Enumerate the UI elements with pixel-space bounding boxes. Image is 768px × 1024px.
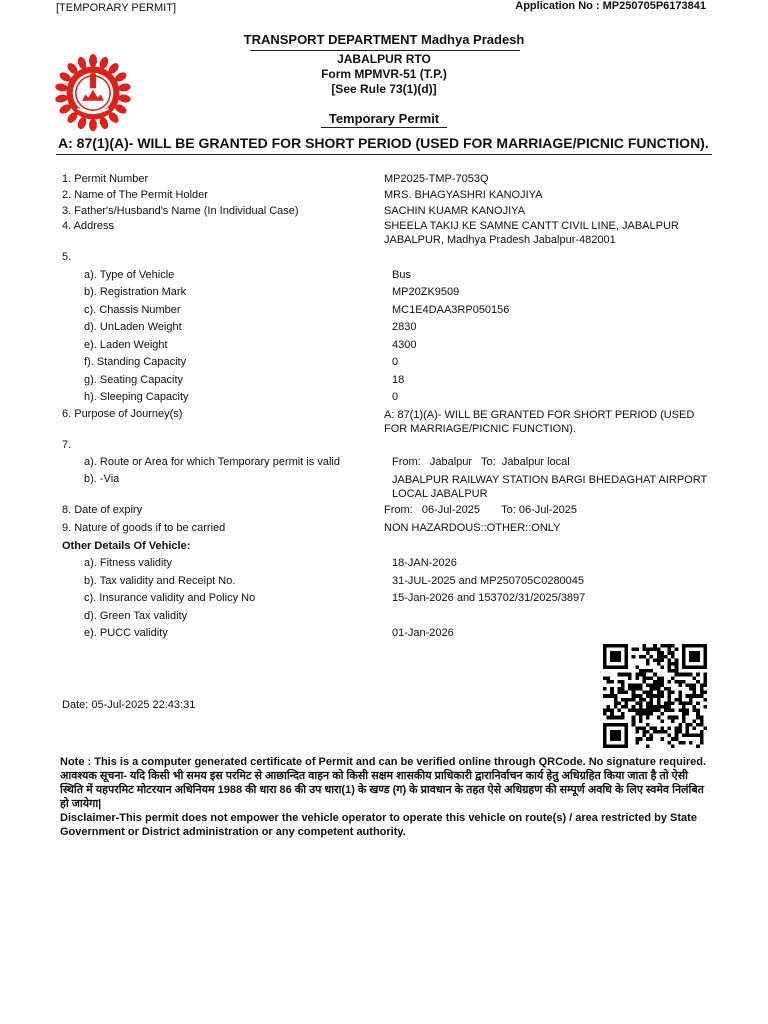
section-7-label: 7. [62,439,72,451]
notes-block [60,755,712,839]
form-number: Form MPMVR-51 (T.P.) [321,67,447,81]
standing-capacity-value: 0 [392,356,399,368]
registration-label: b). Registration Mark [84,286,187,298]
unladen-weight-label: d). UnLaden Weight [84,321,182,333]
address-label: 4. Address [62,220,114,232]
purpose-label: 6. Purpose of Journey(s) [62,408,183,420]
heading-underline [250,50,520,51]
rto-name: JABALPUR RTO [337,52,431,66]
permit-type-tag: [TEMPORARY PERMIT] [56,2,177,14]
note-hindi: आवश्यक सूचना- यदि किसी भी समय इस परमिट से आछान्दित वाहन को किसी सक्षम शासकीय प्राधिकारी द्वारानिर्वाचन कार्य हेतु अधिग्रहित किया जाता है तो ऐसी स्थिति में यहपरमिट मोटरयान अधिनियम 1988 की धारा 86 की उप धारा(1) के खण्ड (ग) के प्रावधान के तहत ऐसे अधिग्रहण की सम्पूर्ण अवधि के लिए स्वमेव निलंबित हो जायेगा| [60,770,704,810]
pucc-value: 01-Jan-2026 [392,627,454,639]
laden-weight-value: 4300 [392,339,417,351]
via-label: b). -Via [84,473,120,485]
tax-label: b). Tax validity and Receipt No. [84,575,236,587]
vehicle-type-label: a). Type of Vehicle [84,269,175,281]
sleeping-capacity-label: h). Sleeping Capacity [84,391,189,403]
laden-weight-label: e). Laden Weight [84,339,168,351]
tax-value: 31-JUL-2025 and MP250705C0280045 [392,575,585,587]
goods-value: NON HAZARDOUS::OTHER::ONLY [384,522,561,534]
vehicle-type-value: Bus [392,269,411,281]
holder-value: MRS. BHAGYASHRI KANOJIYA [384,189,543,201]
fitness-label: a). Fitness validity [84,557,173,569]
pucc-label: e). PUCC validity [84,627,168,639]
rule-reference: [See Rule 73(1)(d)] [331,82,437,96]
father-value: SACHIN KUAMR KANOJIYA [384,205,525,217]
title-underline [321,127,447,128]
goods-label: 9. Nature of goods if to be carried [62,522,226,534]
expiry-label: 8. Date of expiry [62,504,143,516]
disclaimer: Disclaimer-This permit does not empower the vehicle operator to operate this vehicle on route(s) / area restricted by State Government or District administration or any competent authority. [60,812,697,838]
registration-value: MP20ZK9509 [392,286,460,298]
address-line1: SHEELA TAKIJ KE SAMNE CANTT CIVIL LINE, JABALPUR [384,220,679,232]
via-value: JABALPUR RAILWAY STATION BARGI BHEDAGHAT AIRPORT LOCAL JABALPUR [392,474,707,500]
permit-number-label: 1. Permit Number [62,173,149,185]
permit-category-headline: A: 87(1)(A)- WILL BE GRANTED FOR SHORT PERIOD (USED FOR MARRIAGE/PICNIC FUNCTION). [58,135,709,151]
issue-date: Date: 05-Jul-2025 22:43:31 [62,699,196,711]
unladen-weight-value: 2830 [392,321,417,333]
standing-capacity-label: f). Standing Capacity [84,356,187,368]
father-label: 3. Father's/Husband's Name (In Individual Case) [62,205,299,217]
address-line2: JABALPUR, Madhya Pradesh Jabalpur-482001 [384,234,616,246]
route-label: a). Route or Area for which Temporary permit is valid [84,456,340,468]
insurance-value: 15-Jan-2026 and 153702/31/2025/3897 [392,592,586,604]
seating-capacity-value: 18 [392,374,405,386]
insurance-label: c). Insurance validity and Policy No [84,592,256,604]
headline-underline [56,154,712,155]
note-english: Note : This is a computer generated certificate of Permit and can be verified online through QRCode. No signature required. [60,756,707,768]
qr-code-icon [603,644,707,748]
holder-label: 2. Name of The Permit Holder [62,189,208,201]
chassis-value: MC1E4DAA3RP050156 [392,304,510,316]
application-number: Application No : MP250705P6173841 [515,0,706,12]
section-5-label: 5. [62,251,72,263]
green-tax-label: d). Green Tax validity [84,610,188,622]
purpose-value: A: 87(1)(A)- WILL BE GRANTED FOR SHORT PERIOD (USED FOR MARRIAGE/PICNIC FUNCTION). [384,409,695,435]
chassis-label: c). Chassis Number [84,304,181,316]
route-value: From: Jabalpur To: Jabalpur local [392,456,570,468]
department-heading: TRANSPORT DEPARTMENT Madhya Pradesh [243,32,525,47]
page-title: Temporary Permit [328,111,440,126]
permit-number-value: MP2025-TMP-7053Q [384,173,489,185]
seating-capacity-label: g). Seating Capacity [84,374,184,386]
fitness-value: 18-JAN-2026 [392,557,457,569]
expiry-value: From: 06-Jul-2025 To: 06-Jul-2025 [384,504,577,516]
sleeping-capacity-value: 0 [392,391,399,403]
other-details-heading: Other Details Of Vehicle: [62,540,191,552]
